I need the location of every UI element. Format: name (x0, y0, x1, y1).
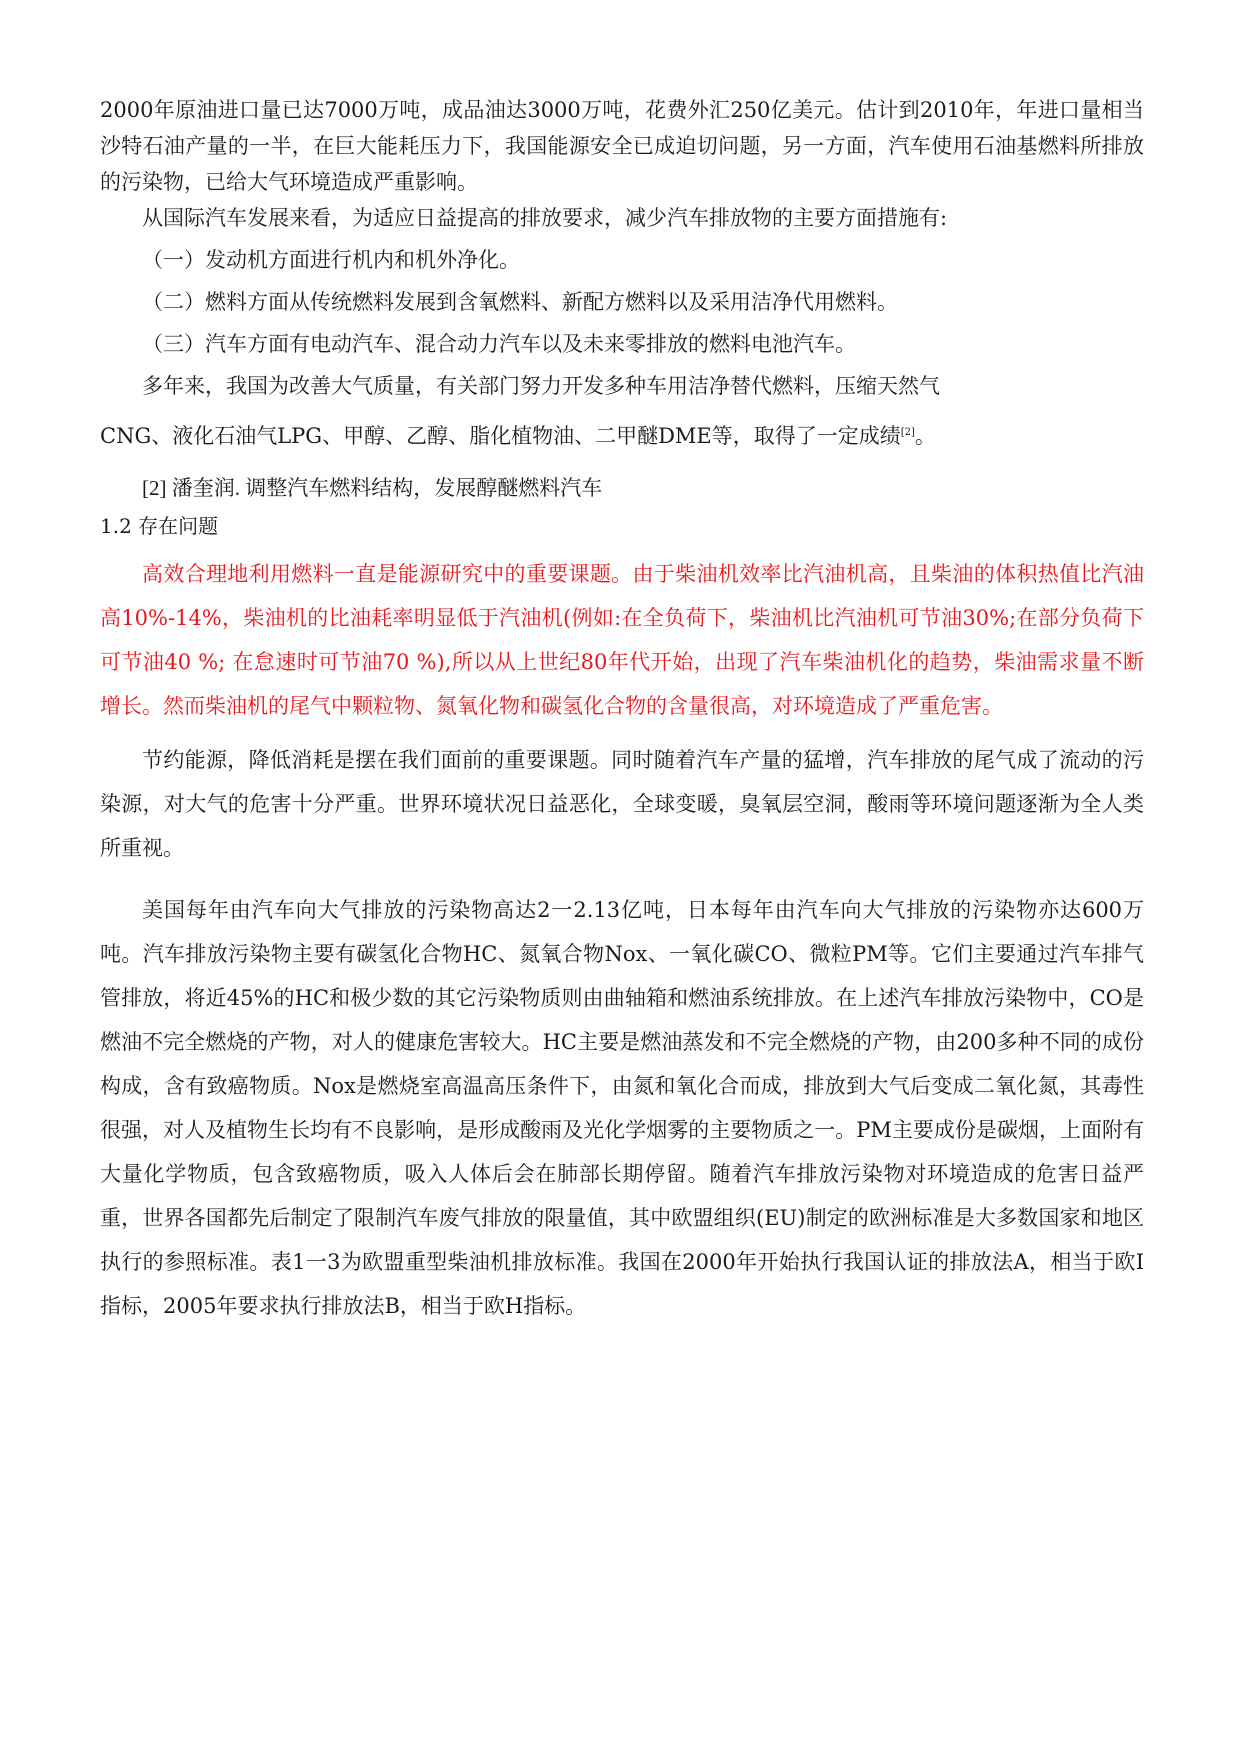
reference-note: [2] 潘奎润. 调整汽车燃料结构，发展醇醚燃料汽车 (142, 476, 603, 500)
list-item-vehicle: （三）汽车方面有电动汽车、混合动力汽车以及未来零排放的燃料电池汽车。 (142, 332, 856, 356)
section-heading: 1.2 存在问题 (100, 514, 219, 538)
list-item-fuel: （二）燃料方面从传统燃料发展到含氧燃料、新配方燃料以及采用洁净代用燃料。 (142, 290, 898, 314)
clean-fuels-end: 。 (914, 424, 936, 448)
paragraph-measures-intro: 从国际汽车发展来看，为适应日益提高的排放要求，减少汽车排放物的主要方面措施有: (142, 206, 948, 230)
clean-fuels-line2: CNG、液化石油气LPG、甲醇、乙醇、脂化植物油、二甲醚DME等，取得了一定成绩 (100, 424, 901, 448)
paragraph-energy-saving: 节约能源，降低消耗是摆在我们面前的重要课题。同时随着汽车产量的猛增，汽车排放的尾气成了流动的污染源，对大气的危害十分严重。世界环境状况日益恶化，全球变暖，臭氧层空洞，酸雨等环境问题逐渐为全人类所重视。 (100, 748, 1144, 860)
paragraph-clean-fuels (100, 368, 1144, 404)
paragraph-oil-imports: 2000年原油进口量已达7000万吨，成品油达3000万吨，花费外汇250亿美元。估计到2010年，年进口量相当沙特石油产量的一半，在巨大能耗压力下，我国能源安全已成迫切问题，另一方面，汽车使用石油基燃料所排放的污染物，已给大气环境造成严重影响。 (100, 98, 1144, 194)
paragraph-clean-fuels-cont (100, 418, 1144, 454)
paragraph-emissions: 美国每年由汽车向大气排放的污染物高达2一2.13亿吨，日本每年由汽车向大气排放的污染物亦达600万吨。汽车排放污染物主要有碳氢化合物HC、氮氧合物Nox、一氧化碳CO、微粒PM等。它们主要通过汽车排气管排放，将近45%的HC和极少数的其它污染物质则由曲轴箱和燃油系统排放。在上述汽车排放污染物中，CO是燃油不完全燃烧的产物，对人的健康危害较大。HC主要是燃油蒸发和不完全燃烧的产物，由200多种不同的成份构成，含有致癌物质。Nox是燃烧室高温高压条件下，由氮和氧化合而成，排放到大气后变成二氧化氮，其毒性很强，对人及植物生长均有不良影响，是形成酸雨及光化学烟雾的主要物质之一。PM主要成份是碳烟，上面附有大量化学物质，包含致癌物质，吸入人体后会在肺部长期停留。随着汽车排放污染物对环境造成的危害日益严重，世界各国都先后制定了限制汽车废气排放的限量值，其中欧盟组织(EU)制定的欧洲标准是大多数国家和地区执行的参照标准。表1一3为欧盟重型柴油机排放标准。我国在2000年开始执行我国认证的排放法A，相当于欧I指标，2005年要求执行排放法B，相当于欧H指标。 (100, 898, 1144, 1318)
paragraph-diesel-efficiency: 高效合理地利用燃料一直是能源研究中的重要课题。由于柴油机效率比汽油机高，且柴油的体积热值比汽油高10%-14%，柴油机的比油耗率明显低于汽油机(例如:在全负荷下，柴油机比汽油机可节油30%;在部分负荷下可节油40 %; 在怠速时可节油70 %),所以从上世纪80年代开始，出现了汽车柴油机化的趋势，柴油需求量不断增长。然而柴油机的尾气中颗粒物、氮氧化物和碳氢化合物的含量很高，对环境造成了严重危害。 (100, 562, 1144, 718)
list-item-engine: （一）发动机方面进行机内和机外净化。 (142, 248, 520, 272)
document-page (100, 92, 1144, 1328)
citation-ref-2: [2] (900, 427, 915, 438)
clean-fuels-line1: 多年来，我国为改善大气质量，有关部门努力开发多种车用洁净替代燃料，压缩天然气 (142, 374, 940, 398)
